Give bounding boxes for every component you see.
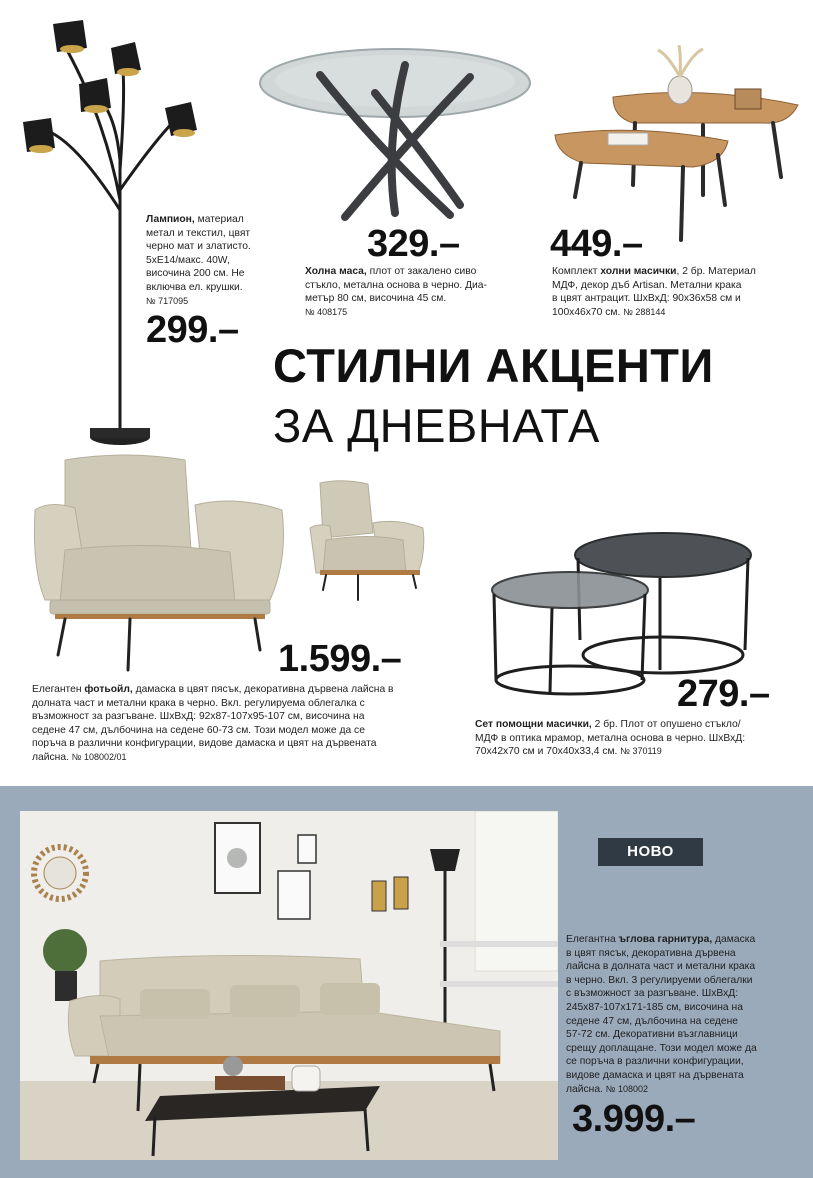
sofa-text: дамаска в цвят пясък, декоративна дървена лайсна в долната част и метални крака в черно. Вкл. 3 регулируеми облегалки с възможност за разгъване. ШхВхД: 245x87-107x171-185 см, височина на седене 47 см, дълбочина на седене 57-72 см. Декоративни възглавници срещу доплащане. Този модел може да се поръча в различни конфигурации, видове дамаска и цвят на дървената лайсна. [566,934,757,1095]
armchair-text: дамаска в цвят пясък, декоративна дървена лайсна в долната част и метални крака в черно. Вкл. регулируема облегалка с възможност за разгъване. ШхВхД: 92x87-107x95-107 см, височина на седене 47 см, дълбочина на седене 60-73 см. Този модел може да се поръча в различни конфигурации, видове дамаска и цвят на дървената лайсна. [32,684,394,763]
living-room-photo [20,811,558,1160]
nesting-tables-description [475,718,795,759]
side-tables-name: холни масички [600,266,677,277]
nesting-tables-name: Сет помощни масички, [475,719,592,730]
armchair-name: фотьойл, [84,684,133,695]
living-room-scene [20,811,558,1160]
glass-coffee-table-image [255,45,535,225]
side-tables-price: 449.– [550,223,643,265]
lamp-description [146,213,296,308]
lamp-text: материал метал и текстил, цвят черно мат и златисто. 5xE14/макс. 40W, височина 200 см. Не включва ел. крушки. [146,214,251,293]
headline-line-2: ЗА ДНЕВНАТА [273,399,600,452]
table-text: плот от закалено сиво стъкло, метална основа в черно. Диа- метър 80 см, височина 45 см. [305,266,487,305]
nesting-tables-article-number: № 370119 [620,746,662,757]
armchair-price: 1.599.– [278,638,402,680]
lamp-name: Лампион, [146,214,195,225]
lamp-price: 299.– [146,309,239,351]
armchair-image [30,450,295,675]
side-tables-prefix: Комплект [552,266,601,277]
table-price: 329.– [367,223,460,265]
sofa-name: ъглова гарнитура, [618,934,713,945]
sofa-price: 3.999.– [572,1098,696,1140]
nesting-tables-text: 2 бр. Плот от опушено стъкло/ МДФ в оптика мрамор, метална основа в черно. ШхВхД: 70x42x70 см и 70x40x33,4 см. [475,719,746,758]
sofa-prefix: Елегантна [566,934,619,945]
side-tables-text: , 2 бр. Материал МДФ, декор дъб Artisan. Метални крака в цвят антрацит. ШхВхД: 90x36x58 см и 100x46x70 см. [552,266,756,318]
armchair-article-number: № 108002/01 [71,751,127,762]
nesting-tables-price: 279.– [677,673,770,715]
armchair-prefix: Елегантен [32,684,85,695]
sofa-description [566,933,796,1096]
armchair-reclined-image [308,478,428,603]
armchair-description [32,683,452,765]
side-tables-description [552,265,792,319]
side-tables-article-number: № 288144 [623,306,666,317]
headline-line-1: СТИЛНИ АКЦЕНТИ [273,339,714,392]
lamp-article-number: № 717095 [146,295,189,306]
table-article-number: № 408175 [305,306,348,317]
sofa-article-number: № 108002 [605,1083,648,1094]
new-badge: НОВО [598,838,703,866]
side-tables-set-image [553,45,808,245]
table-name: Холна маса, [305,266,367,277]
table-description [305,265,525,319]
